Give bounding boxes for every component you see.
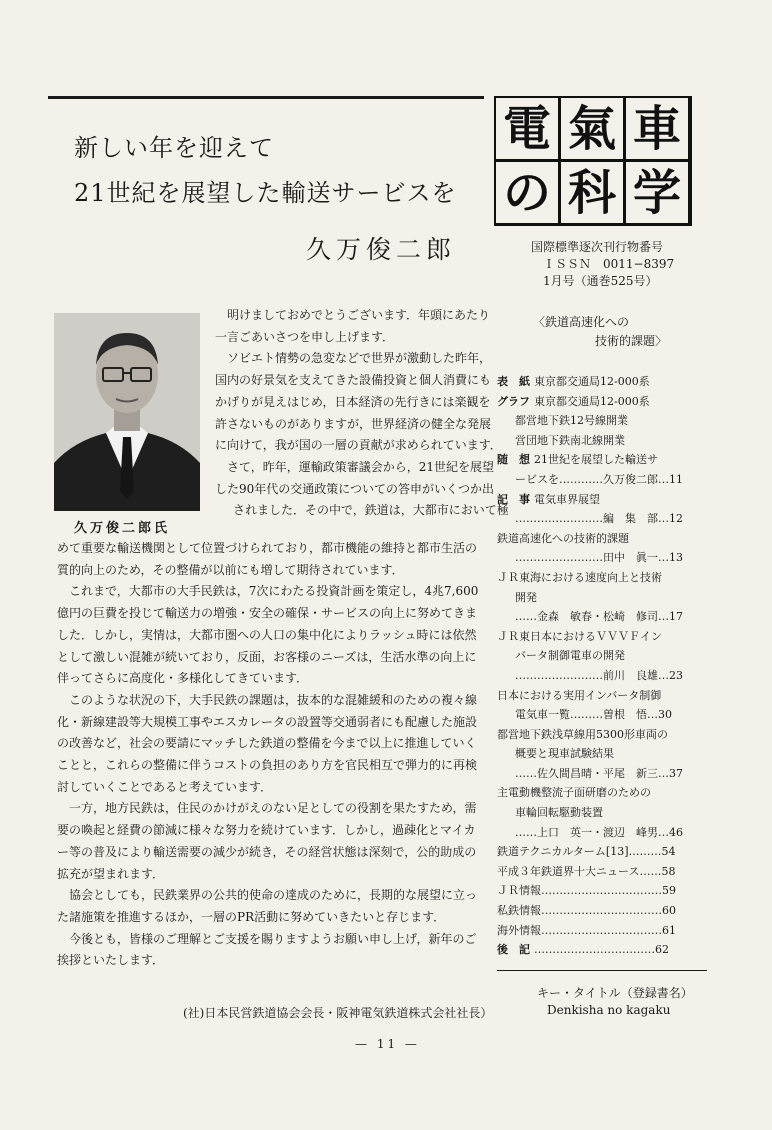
paragraph-line: 要の喚起と経費の節減に様々な努力を続けています．しかし，過疎化とマイカ [57,823,476,838]
masthead-char: 氣 [561,98,623,159]
issn-number: ＩＳＳＮ 0011−8397 [543,257,675,271]
toc-entry-text: 都営地下鉄浅草線用5300形車両の [497,727,668,741]
toc-section-label: グラフ [497,394,530,408]
paragraph-line: これまで，大都市の大手民鉄は，7次にわたる投資計画を策定し，4兆7,600 [69,584,479,599]
toc-entry [497,842,705,862]
toc-entry-text: ……………………田中 眞一…13 [515,551,683,565]
paragraph-line: 化・新線建設等大規模工事やエスカレータの設置等交通弱者にも配慮した施設 [57,714,478,729]
toc-entry [497,509,705,529]
article-title-line1: 新しい年を迎えて [74,134,274,162]
toc-entry-text: ……金森 敏春・松崎 修司…17 [515,610,683,624]
toc-theme-line: 〈鉄道高速化への [533,315,630,329]
toc-entry-text: 東京都交通局12-000系 [534,394,650,408]
paragraph-line: めて重要な輸送機関として位置づけられており，都市機能の維持と都市生活の [57,541,478,555]
paragraph-line: さて，昨年，運輸政策審議会から，21世紀を展望 [227,459,495,474]
table-of-contents [497,372,705,960]
toc-entry-text: 私鉄情報……………………………60 [497,904,676,918]
paragraph-line: 億円の巨費を投じて輸送力の増強・安全の確保・サービスの向上に努めてきま [57,606,478,621]
toc-section-label: 表 紙 [497,375,530,388]
paragraph-line: 伴ってさらに高度化・多様化してきています． [57,671,309,686]
toc-entry-text: 主電動機整流子面研磨のための [497,786,651,800]
toc-entry-text: ……上口 英一・渡辺 峰男…46 [515,825,683,839]
paragraph-line: 一言ごあいさつを申し上げます． [215,329,395,344]
toc-entry-text: ……………………………62 [534,943,669,957]
toc-section-label: 記 事 [497,492,530,506]
key-title-label: キー・タイトル（登録書名） [537,986,693,1000]
toc-section-label: 随 想 [497,453,530,467]
author-portrait [54,313,200,511]
toc-theme-line: 技術的課題〉 [595,334,668,348]
paragraph-line: 許さないものがありますが，世界経済の健全な発展 [215,416,492,431]
toc-entry [497,881,705,901]
paragraph-line: 質的向上のため，その整備が以前にも増して期待されています． [57,562,404,577]
paragraph-line: した90年代の交通政策についての答申がいくつか出 [215,481,495,496]
paragraph-line: されました．その中で，鉄道は，大都市において極 [233,503,509,518]
toc-entry [497,686,705,706]
body-text-lower [57,538,478,972]
toc-entry [497,940,705,960]
toc-entry [497,803,705,823]
paragraph-line: 討していくことであると考えています． [57,779,273,794]
toc-entry-text: 21世紀を展望した輸送サ [534,453,658,467]
toc-entry-text: 開発 [515,590,537,604]
toc-entry [497,450,705,470]
toc-entry-text: ……………………前川 良雄…23 [515,668,683,682]
toc-entry [497,764,705,784]
toc-entry [497,901,705,921]
toc-entry [497,548,705,568]
toc-entry [497,744,705,764]
toc-entry-text: ービスを…………久万俊二郎…11 [515,472,683,486]
article-title-line2: 21世紀を展望した輸送サービスを [74,179,457,207]
toc-entry-text: 鉄道高速化への技術的課題 [497,531,629,545]
toc-entry-text: 日本における実用インバータ制御 [497,688,662,702]
toc-entry-text: 都営地下鉄12号線開業 [515,414,628,428]
paragraph-line: ことと，これらの整備に伴うコストの負担のあり方を官民相互で弾力的に再検 [57,758,478,773]
toc-entry [497,490,705,510]
page-number: — 11 — [355,1037,420,1051]
toc-section-label: 後 記 [497,943,530,957]
paragraph-line: した．しかし，実情は，大都市圏への人口の集中化によりラッシュ時には依然 [57,627,477,642]
toc-entry-text: 車輪回転駆動装置 [515,806,603,820]
masthead-char: 電 [496,98,558,159]
portrait-caption: 久万俊二郎氏 [74,521,171,536]
toc-entry-text: 東京都交通局12-000系 [534,375,650,388]
toc-entry [497,627,705,647]
paragraph-line: 今後とも，皆様のご理解とご支援を賜りますようお願い申し上げ，新年のご [69,931,477,946]
paragraph-line: かげりが見えはじめ，日本経済の先行きには楽観を [215,394,491,409]
toc-entry [497,607,705,627]
paragraph-line: 協会としても，民鉄業界の公共的使命の達成のために，長期的な展望に立っ [69,888,478,903]
toc-entry [497,921,705,941]
paragraph-line: として激しい混雑が続いており，反面，お客様のニーズは，生活水準の向上に [57,649,477,664]
toc-entry [497,823,705,843]
toc-entry-text: 平成３年鉄道界十大ニュース……58 [497,864,676,878]
issn-block [531,239,674,290]
toc-entry [497,411,705,431]
paragraph-line: に向けて，我が国の一層の貢献が求められています． [215,438,502,453]
paragraph-line: 一方，地方民鉄は，住民のかけがえのない足としての役割を果たすため，需 [69,801,477,816]
toc-entry [497,392,705,412]
toc-entry [497,725,705,745]
masthead-char: 科 [561,162,623,223]
toc-entry-text: 電気車一覧………曽根 悟…30 [515,708,672,722]
toc-entry-text: バータ制御電車の開発 [515,649,625,663]
toc-entry [497,529,705,549]
paragraph-line: ソビエト情勢の急変などで世界が激動した昨年， [227,351,492,366]
paragraph-line: 拡充が望まれます． [57,866,165,881]
masthead-char: 学 [626,162,688,223]
toc-entry [497,646,705,666]
toc-entry-text: 電気車界展望 [534,492,600,506]
paragraph-line: た諸施策を推進するほか，一層のPR活動に努めていきたいと存じます． [57,909,446,924]
paragraph-line: の改善など，社会の要請にマッチした鉄道の整備を今まで以上に推進していく [57,736,477,751]
toc-entry-text: ＪＲ情報……………………………59 [497,884,676,898]
title-rule [48,96,484,99]
toc-entry-text: ……佐久間昌晴・平尾 新三…37 [515,766,683,780]
paragraph-line: ー等の普及により輸送需要の減少が続き，その経営状態は深刻で，公的助成の [57,844,477,859]
paragraph-line: 明けましておめでとうございます．年頭にあたり [227,308,491,322]
toc-entry-text: 営団地下鉄南北線開業 [515,433,625,447]
author-affiliation: (社)日本民営鉄道協会会長・阪神電気鉄道株式会社社長） [183,1006,493,1020]
article-author: 久万俊二郎 [306,235,457,264]
key-title-value: Denkisha no kagaku [547,1003,671,1017]
toc-theme [533,313,667,351]
toc-entry [497,588,705,608]
toc-entry-text: ……………………編 集 部…12 [515,512,683,526]
toc-entry [497,783,705,803]
toc-entry-text: 概要と現車試験結果 [515,747,614,761]
toc-entry [497,470,705,490]
toc-entry [497,568,705,588]
toc-entry [497,705,705,725]
issue-number: 1月号（通巻525号） [543,274,658,288]
toc-divider [497,970,707,971]
toc-entry-text: ＪＲ東海における速度向上と技術 [497,570,662,584]
toc-entry-text: 鉄道テクニカルターム[13]………54 [497,845,676,859]
paragraph-line: 国内の好景気を支えてきた設備投資と個人消費にも [215,373,492,388]
masthead-logo [494,96,692,226]
toc-entry [497,431,705,451]
toc-entry [497,372,705,392]
paragraph-line: 挨拶といたします． [57,953,165,968]
toc-entry [497,862,705,882]
toc-entry-text: ＪＲ東日本におけるＶＶＶＦイン [497,629,662,643]
issn-label: 国際標準逐次刊行物番号 [531,240,664,254]
masthead-char: 車 [626,98,688,159]
toc-entry [497,666,705,686]
toc-entry-text: 海外情報……………………………61 [497,923,676,937]
masthead-char: の [496,162,558,223]
paragraph-line: このような状況の下，大手民鉄の課題は，抜本的な混雑緩和のための複々線 [69,692,478,707]
body-text-upper [215,305,509,522]
